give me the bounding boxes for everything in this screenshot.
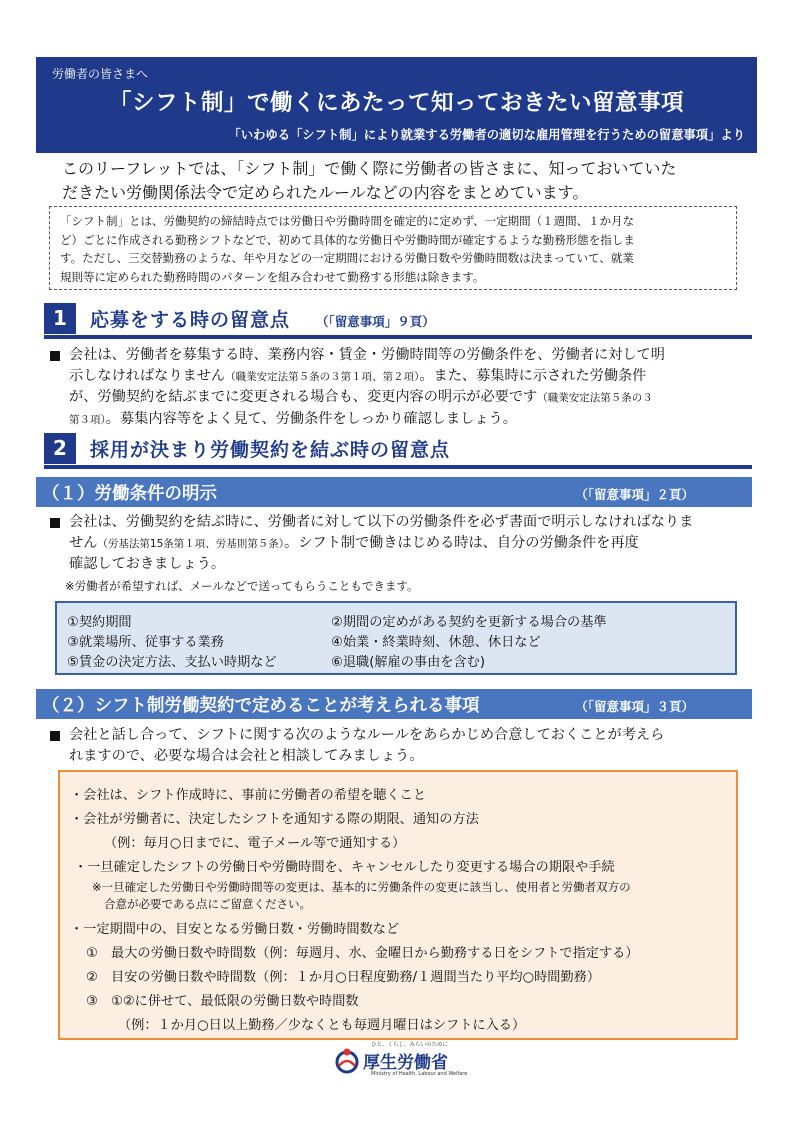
paragraph-line	[69, 366, 750, 388]
subsection-1-heading	[36, 477, 752, 507]
rule-note: ※一旦確定した労働日や労働時間等の変更は、基本的に労働条件の変更に該当し、使用者と労働者双方の	[92, 880, 631, 894]
law-reference: （労基法第15条第１項、労基則第５条）	[97, 537, 285, 550]
rule-example: （例：毎月○日までに、電子メール等で通知する）	[104, 836, 406, 851]
law-reference: （職業安定法第５条の３	[537, 392, 653, 404]
rule-subitem: ② 目安の労働日数や時間数（例：１か月○日程度勤務/１週間当たり平均○時間勤務）	[86, 970, 601, 985]
law-reference: （職業安定法第５条の３第１項、第２項）	[225, 370, 420, 383]
paragraph-line	[69, 387, 750, 409]
condition-item: ④始業・終業時刻、休憩、休日など	[331, 635, 541, 650]
text-span: 示しなければなりません	[69, 367, 226, 384]
ministry-logo	[333, 1040, 468, 1080]
definition-line: 「シフト制」とは、労働契約の締結時点では労働日や労働時間を確定的に定めず、一定期間（１週間、１か月な	[60, 214, 635, 228]
subsection-title: （２）シフト制労働契約で定めることが考えられる事項	[42, 696, 480, 716]
text-span: 。募集内容等をよく見て、労働条件をしっかり確認しましょう。	[105, 410, 517, 427]
rule-subitem: ③ ①②に併せて、最低限の労働日数や時間数	[86, 994, 359, 1009]
intro-line: だきたい労働関係法令で定められたルールなどの内容をまとめています。	[62, 183, 589, 202]
section-ref: （「留意事項」９頁）	[316, 314, 435, 329]
condition-item: ②期間の定めがある契約を更新する場合の基準	[331, 615, 607, 630]
section-2-heading	[44, 433, 752, 469]
text-span: せん	[69, 534, 98, 551]
paragraph-line	[69, 409, 750, 431]
intro-text	[62, 157, 752, 205]
paragraph-line: 会社は、労働者を募集する時、業務内容・賃金・労働時間等の労働条件を、労働者に対して明	[69, 347, 665, 363]
header-audience: 労働者の皆さまへ	[52, 67, 149, 81]
page-header	[36, 57, 757, 153]
section-title-text: 応募をする時の留意点	[90, 309, 291, 331]
definition-line: ど）ごとに作成される勤務シフトなどで、初めて具体的な労働日や労働時間が確定するような勤務形態を指しま	[60, 232, 635, 247]
rule-example: （例：１か月○日以上勤務／少なくとも毎週月曜日はシフトに入る）	[118, 1018, 526, 1033]
paragraph-line: 会社と話し合って、シフトに関する次のようなルールをあらかじめ合意しておくことが考えら	[69, 727, 665, 743]
section-1-heading	[44, 303, 752, 339]
subsection-title: （１）労働条件の明示	[42, 484, 217, 504]
paragraph-line: 会社は、労働契約を結ぶ時に、労働者に対して以下の労働条件を必ず書面で明示しなければなりま	[69, 514, 694, 530]
paragraph-line	[69, 533, 750, 555]
condition-item: ⑤賃金の決定方法、支払い時期など	[67, 655, 277, 670]
shift-rules-box	[58, 770, 738, 1040]
ministry-name: 厚生労働省	[363, 1053, 448, 1073]
rule-subitem: ① 最大の労働日数や時間数（例：毎週月、水、金曜日から勤務する日をシフトで指定する）	[86, 946, 639, 961]
definition-line: す。ただし、三交替勤務のような、年や月などの一定期間における労働日数や労働時間数は決まっていて、就業	[60, 251, 634, 265]
definition-box	[49, 206, 737, 290]
section-1-paragraph	[50, 345, 750, 430]
section-rule	[44, 465, 752, 469]
bullet-square-icon	[50, 351, 60, 361]
bullet-square-icon	[50, 518, 60, 528]
condition-item: ⑥退職(解雇の事由を含む)	[331, 655, 485, 670]
text-span: 。また、募集時に示された労働条件	[419, 367, 647, 384]
subsection-ref: （「留意事項」３頁）	[575, 699, 694, 714]
subsection-1-paragraph	[50, 512, 750, 575]
section-rule	[44, 335, 752, 339]
subsection-2-paragraph	[50, 725, 750, 766]
rule-item: ・一旦確定したシフトの労働日や労働時間を、キャンセルしたり変更する場合の期限や手続	[74, 860, 615, 875]
rule-note: 合意が必要である点にご留意ください。	[104, 897, 311, 911]
paragraph-line: れますので、必要な場合は会社と相談してみましょう。	[69, 747, 424, 764]
rule-item: ・一定期間中の、目安となる労働日数・労働時間数など	[70, 922, 400, 937]
conditions-box	[55, 601, 737, 675]
intro-line: このリーフレットでは、「シフト制」で働く際に労働者の皆さまに、知っておいていた	[62, 159, 677, 178]
paragraph-line: 確認しておきましょう。	[69, 556, 226, 572]
header-source: 「いわゆる「シフト制」により就業する労働者の適切な雇用管理を行うための留意事項」より	[228, 128, 745, 142]
section-number: 1	[44, 303, 76, 334]
rule-item: ・会社は、シフト作成時に、事前に労働者の希望を聴くこと	[70, 788, 427, 803]
email-note: ※労働者が希望すれば、メールなどで送ってもらうこともできます。	[65, 579, 419, 593]
text-span: が、労働契約を結ぶまでに変更される場合も、変更内容の明示が必要です	[69, 389, 538, 405]
text-span: 。シフト制で働きはじめる時は、自分の労働条件を再度	[284, 534, 639, 551]
section-number: 2	[44, 433, 76, 464]
subsection-2-heading	[36, 689, 752, 719]
section-title: 採用が決まり労働契約を結ぶ時の留意点	[90, 439, 451, 461]
rule-item: ・会社が労働者に、決定したシフトを通知する際の期限、通知の方法	[70, 812, 479, 827]
law-reference: 第３項）	[69, 413, 106, 426]
page-title: 「シフト制」で働くにあたって知っておきたい留意事項	[108, 90, 684, 116]
condition-item: ①契約期間	[67, 615, 132, 630]
logo-tagline: ひと、くらし、みらいのために	[371, 1042, 449, 1048]
ministry-name-en: Ministry of Health, Labour and Welfare	[371, 1071, 468, 1077]
condition-item: ③就業場所、従事する業務	[67, 635, 224, 650]
definition-line: 規則等に定められた勤務時間のパターンを組み合わせて勤務する形態は除きます。	[60, 269, 485, 284]
subsection-ref: （「留意事項」２頁）	[575, 487, 694, 502]
ministry-emblem-icon	[333, 1046, 361, 1074]
bullet-square-icon	[50, 731, 60, 741]
section-title	[90, 305, 435, 332]
